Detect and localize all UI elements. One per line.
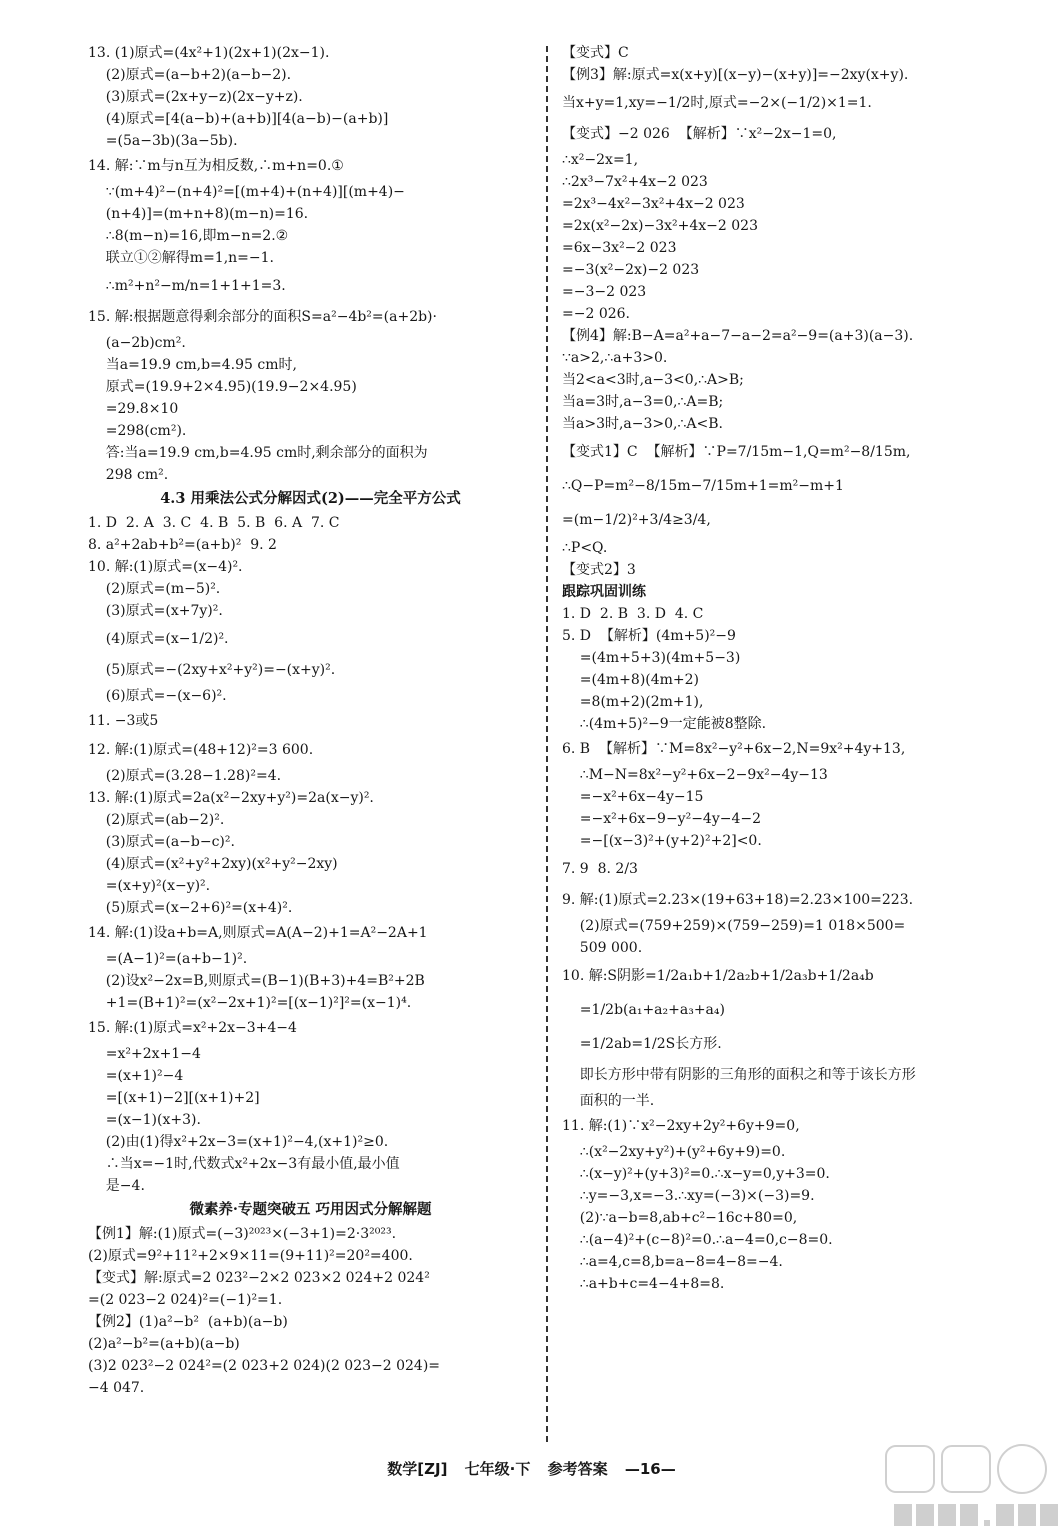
answer-line: 当a>3时,a−3>0,∴A<B. bbox=[562, 416, 723, 432]
answer-line: 当2<a<3时,a−3<0,∴A>B; bbox=[562, 372, 744, 388]
answer-line: 跟踪巩固训练 bbox=[562, 584, 646, 600]
answer-line: 298 cm². bbox=[88, 467, 169, 483]
answer-line: 11. 解:(1)∵x²−2xy+2y²+6y+9=0, bbox=[562, 1118, 800, 1134]
answer-line: ∴m²+n²−m/n=1+1+1=3. bbox=[88, 278, 286, 294]
answer-line: 14. 解:∵m与n互为相反数,∴m+n=0.① bbox=[88, 158, 344, 174]
answer-line: =29.8×10 bbox=[88, 401, 179, 417]
answer-line: =(x+1)²−4 bbox=[88, 1068, 184, 1084]
watermark-logo bbox=[880, 1440, 1060, 1536]
answer-line: =6x−3x²−2 023 bbox=[562, 240, 677, 256]
answer-line: −4 047. bbox=[88, 1380, 145, 1396]
answer-line: =1/2ab=1/2S长方形. bbox=[562, 1036, 722, 1052]
answer-line: ∴(4m+5)²−9一定能被8整除. bbox=[562, 716, 767, 732]
answer-line: =−[(x−3)²+(y+2)²+2]<0. bbox=[562, 833, 762, 849]
answer-line: =[(x+1)−2][(x+1)+2] bbox=[88, 1090, 260, 1106]
answer-line: 即长方形中带有阴影的三角形的面积之和等于该长方形 bbox=[562, 1067, 916, 1083]
answer-line: 12. 解:(1)原式=(48+12)²=3 600. bbox=[88, 742, 314, 758]
answer-line: 15. 解:根据题意得剩余部分的面积S=a²−4b²=(a+2b)· bbox=[88, 309, 437, 325]
answer-line: =2x(x²−2x)−3x²+4x−2 023 bbox=[562, 218, 758, 234]
answer-line: ∴8(m−n)=16,即m−n=2.② bbox=[88, 228, 289, 244]
answer-line: 【变式】解:原式=2 023²−2×2 023×2 024+2 024² bbox=[88, 1270, 430, 1286]
answer-line: 【例1】解:(1)原式=(−3)²⁰²³×(−3+1)=2·3²⁰²³. bbox=[88, 1226, 397, 1242]
answer-line: (2)∵a−b=8,ab+c²−16c+80=0, bbox=[562, 1210, 798, 1226]
answer-line: (6)原式=−(x−6)². bbox=[88, 688, 227, 704]
answer-line: 答:当a=19.9 cm,b=4.95 cm时,剩余部分的面积为 bbox=[88, 445, 428, 461]
answer-line: ∵a>2,∴a+3>0. bbox=[562, 350, 668, 366]
right-column bbox=[562, 42, 1007, 1295]
answer-line: ∵(m+4)²−(n+4)²=[(m+4)+(n+4)][(m+4)− bbox=[88, 184, 405, 200]
answer-line: 14. 解:(1)设a+b=A,则原式=A(A−2)+1=A²−2A+1 bbox=[88, 925, 428, 941]
answer-line: 【变式】−2 026 【解析】∵x²−2x−1=0, bbox=[562, 126, 837, 142]
answer-line: =(x−1)(x+3). bbox=[88, 1112, 201, 1128]
answer-line: =(x+y)²(x−y)². bbox=[88, 878, 211, 894]
answer-line: =(4m+8)(4m+2) bbox=[562, 672, 700, 688]
answer-line: 509 000. bbox=[562, 940, 643, 956]
answer-line: (4)原式=(x−1/2)². bbox=[88, 631, 229, 647]
answer-line: 5. D 【解析】(4m+5)²−9 bbox=[562, 628, 736, 644]
answer-line: ∴Q−P=m²−8/15m−7/15m+1=m²−m+1 bbox=[562, 478, 844, 494]
answer-line: (2)原式=(a−b+2)(a−b−2). bbox=[88, 67, 292, 83]
answer-line: (3)2 023²−2 024²=(2 023+2 024)(2 023−2 024)= bbox=[88, 1358, 441, 1374]
answer-line: (2)由(1)得x²+2x−3=(x+1)²−4,(x+1)²≥0. bbox=[88, 1134, 389, 1150]
answer-line: (2)原式=(ab−2)². bbox=[88, 812, 225, 828]
answer-line: 当x+y=1,xy=−1/2时,原式=−2×(−1/2)×1=1. bbox=[562, 95, 872, 111]
answer-line: =(2 023−2 024)²=(−1)²=1. bbox=[88, 1292, 283, 1308]
answer-line: (2)a²−b²=(a+b)(a−b) bbox=[88, 1336, 240, 1352]
answer-line: 15. 解:(1)原式=x²+2x−3+4−4 bbox=[88, 1020, 297, 1036]
answer-line: =298(cm²). bbox=[88, 423, 187, 439]
answer-line: 【例4】解:B−A=a²+a−7−a−2=a²−9=(a+3)(a−3). bbox=[562, 328, 914, 344]
answer-line: =(m−1/2)²+3/4≥3/4, bbox=[562, 512, 711, 528]
answer-line: 7. 9 8. 2/3 bbox=[562, 861, 638, 877]
page-footer: 数学[ZJ] 七年级·下 参考答案 —16— bbox=[387, 1460, 676, 1478]
answer-line: =(A−1)²=(a+b−1)². bbox=[88, 951, 248, 967]
answer-line: ∴(x²−2xy+y²)+(y²+6y+9)=0. bbox=[562, 1144, 786, 1160]
answer-line: (5)原式=(x−2+6)²=(x+4)². bbox=[88, 900, 293, 916]
answer-line: 【例3】解:原式=x(x+y)[(x−y)−(x+y)]=−2xy(x+y). bbox=[562, 67, 909, 83]
answer-line: 【变式】C bbox=[562, 45, 629, 61]
answer-line: ∴(a−4)²+(c−8)²=0.∴a−4=0,c−8=0. bbox=[562, 1232, 833, 1248]
answer-line: =x²+2x+1−4 bbox=[88, 1046, 201, 1062]
answer-line: ∴M−N=8x²−y²+6x−2−9x²−4y−13 bbox=[562, 767, 828, 783]
answer-line: 10. 解:S阴影=1/2a₁b+1/2a₂b+1/2a₃b+1/2a₄b bbox=[562, 968, 874, 984]
answer-line: 8. a²+2ab+b²=(a+b)² 9. 2 bbox=[88, 537, 277, 553]
section-heading: 微素养·专题突破五 巧用因式分解解题 bbox=[189, 1201, 432, 1218]
answer-line: =−2 026. bbox=[562, 306, 630, 322]
answer-line: ∴a=4,c=8,b=a−8=4−8=−4. bbox=[562, 1254, 783, 1270]
answer-line: ∴y=−3,x=−3.∴xy=(−3)×(−3)=9. bbox=[562, 1188, 815, 1204]
answer-line: =−x²+6x−4y−15 bbox=[562, 789, 704, 805]
answer-line: (a−2b)cm². bbox=[88, 335, 186, 351]
answer-line: =−x²+6x−9−y²−4y−4−2 bbox=[562, 811, 762, 827]
answer-line: ∴a+b+c=4−4+8=8. bbox=[562, 1276, 725, 1292]
answer-line: ∴2x³−7x²+4x−2 023 bbox=[562, 174, 708, 190]
answer-line: 联立①②解得m=1,n=−1. bbox=[88, 250, 274, 266]
answer-line: 13. (1)原式=(4x²+1)(2x+1)(2x−1). bbox=[88, 45, 330, 61]
answer-line: ∴当x=−1时,代数式x²+2x−3有最小值,最小值 bbox=[88, 1156, 400, 1172]
answer-line: (3)原式=(a−b−c)². bbox=[88, 834, 235, 850]
answer-line: =−3(x²−2x)−2 023 bbox=[562, 262, 700, 278]
answer-line: (3)原式=(2x+y−z)(2x−y+z). bbox=[88, 89, 303, 105]
answer-line: ∴x²−2x=1, bbox=[562, 152, 639, 168]
left-column bbox=[88, 42, 533, 1399]
section-heading: 4.3 用乘法公式分解因式(2)——完全平方公式 bbox=[160, 490, 461, 507]
answer-line: =1/2b(a₁+a₂+a₃+a₄) bbox=[562, 1002, 725, 1018]
answer-line: =8(m+2)(2m+1), bbox=[562, 694, 704, 710]
answer-line: 13. 解:(1)原式=2a(x²−2xy+y²)=2a(x−y)². bbox=[88, 790, 374, 806]
answer-line: (n+4)]=(m+n+8)(m−n)=16. bbox=[88, 206, 309, 222]
answer-line: (4)原式=(x²+y²+2xy)(x²+y²−2xy) bbox=[88, 856, 338, 872]
answer-line: 【变式2】3 bbox=[562, 562, 636, 578]
answer-line: 9. 解:(1)原式=2.23×(19+63+18)=2.23×100=223. bbox=[562, 892, 914, 908]
answer-line: (2)设x²−2x=B,则原式=(B−1)(B+3)+4=B²+2B bbox=[88, 973, 425, 989]
answer-line: =(4m+5+3)(4m+5−3) bbox=[562, 650, 741, 666]
answer-line: 当a=19.9 cm,b=4.95 cm时, bbox=[88, 357, 297, 373]
answer-line: (2)原式=(m−5)². bbox=[88, 581, 221, 597]
answer-line: 11. −3或5 bbox=[88, 713, 159, 729]
answer-line: =2x³−4x²−3x²+4x−2 023 bbox=[562, 196, 745, 212]
answer-line: ∴(x−y)²+(y+3)²=0.∴x−y=0,y+3=0. bbox=[562, 1166, 830, 1182]
answer-line: ∴P<Q. bbox=[562, 540, 608, 556]
answer-line: =−3−2 023 bbox=[562, 284, 647, 300]
answer-line: 当a=3时,a−3=0,∴A=B; bbox=[562, 394, 724, 410]
answer-line: 1. D 2. B 3. D 4. C bbox=[562, 606, 704, 622]
answer-line: (2)原式=(759+259)×(759−259)=1 018×500= bbox=[562, 918, 906, 934]
answer-line: 1. D 2. A 3. C 4. B 5. B 6. A 7. C bbox=[88, 515, 340, 531]
answer-line: +1=(B+1)²=(x²−2x+1)²=[(x−1)²]²=(x−1)⁴. bbox=[88, 995, 412, 1011]
answer-line: (4)原式=[4(a−b)+(a+b)][4(a−b)−(a+b)] bbox=[88, 111, 389, 127]
answer-line: (2)原式=9²+11²+2×9×11=(9+11)²=20²=400. bbox=[88, 1248, 413, 1264]
answer-line: (2)原式=(3.28−1.28)²=4. bbox=[88, 768, 282, 784]
answer-line: 原式=(19.9+2×4.95)(19.9−2×4.95) bbox=[88, 379, 357, 395]
answer-line: (5)原式=−(2xy+x²+y²)=−(x+y)². bbox=[88, 662, 336, 678]
answer-line: 【例2】(1)a²−b² (a+b)(a−b) bbox=[88, 1314, 288, 1330]
answer-line: 是−4. bbox=[88, 1178, 145, 1194]
answer-line: (3)原式=(x+7y)². bbox=[88, 603, 223, 619]
column-divider bbox=[546, 46, 548, 1442]
answer-line: 10. 解:(1)原式=(x−4)². bbox=[88, 559, 243, 575]
answer-line: =(5a−3b)(3a−5b). bbox=[88, 133, 238, 149]
answer-line: 【变式1】C 【解析】∵P=7/15m−1,Q=m²−8/15m, bbox=[562, 444, 911, 460]
answer-line: 6. B 【解析】∵M=8x²−y²+6x−2,N=9x²+4y+13, bbox=[562, 741, 906, 757]
answer-line: 面积的一半. bbox=[562, 1093, 655, 1109]
